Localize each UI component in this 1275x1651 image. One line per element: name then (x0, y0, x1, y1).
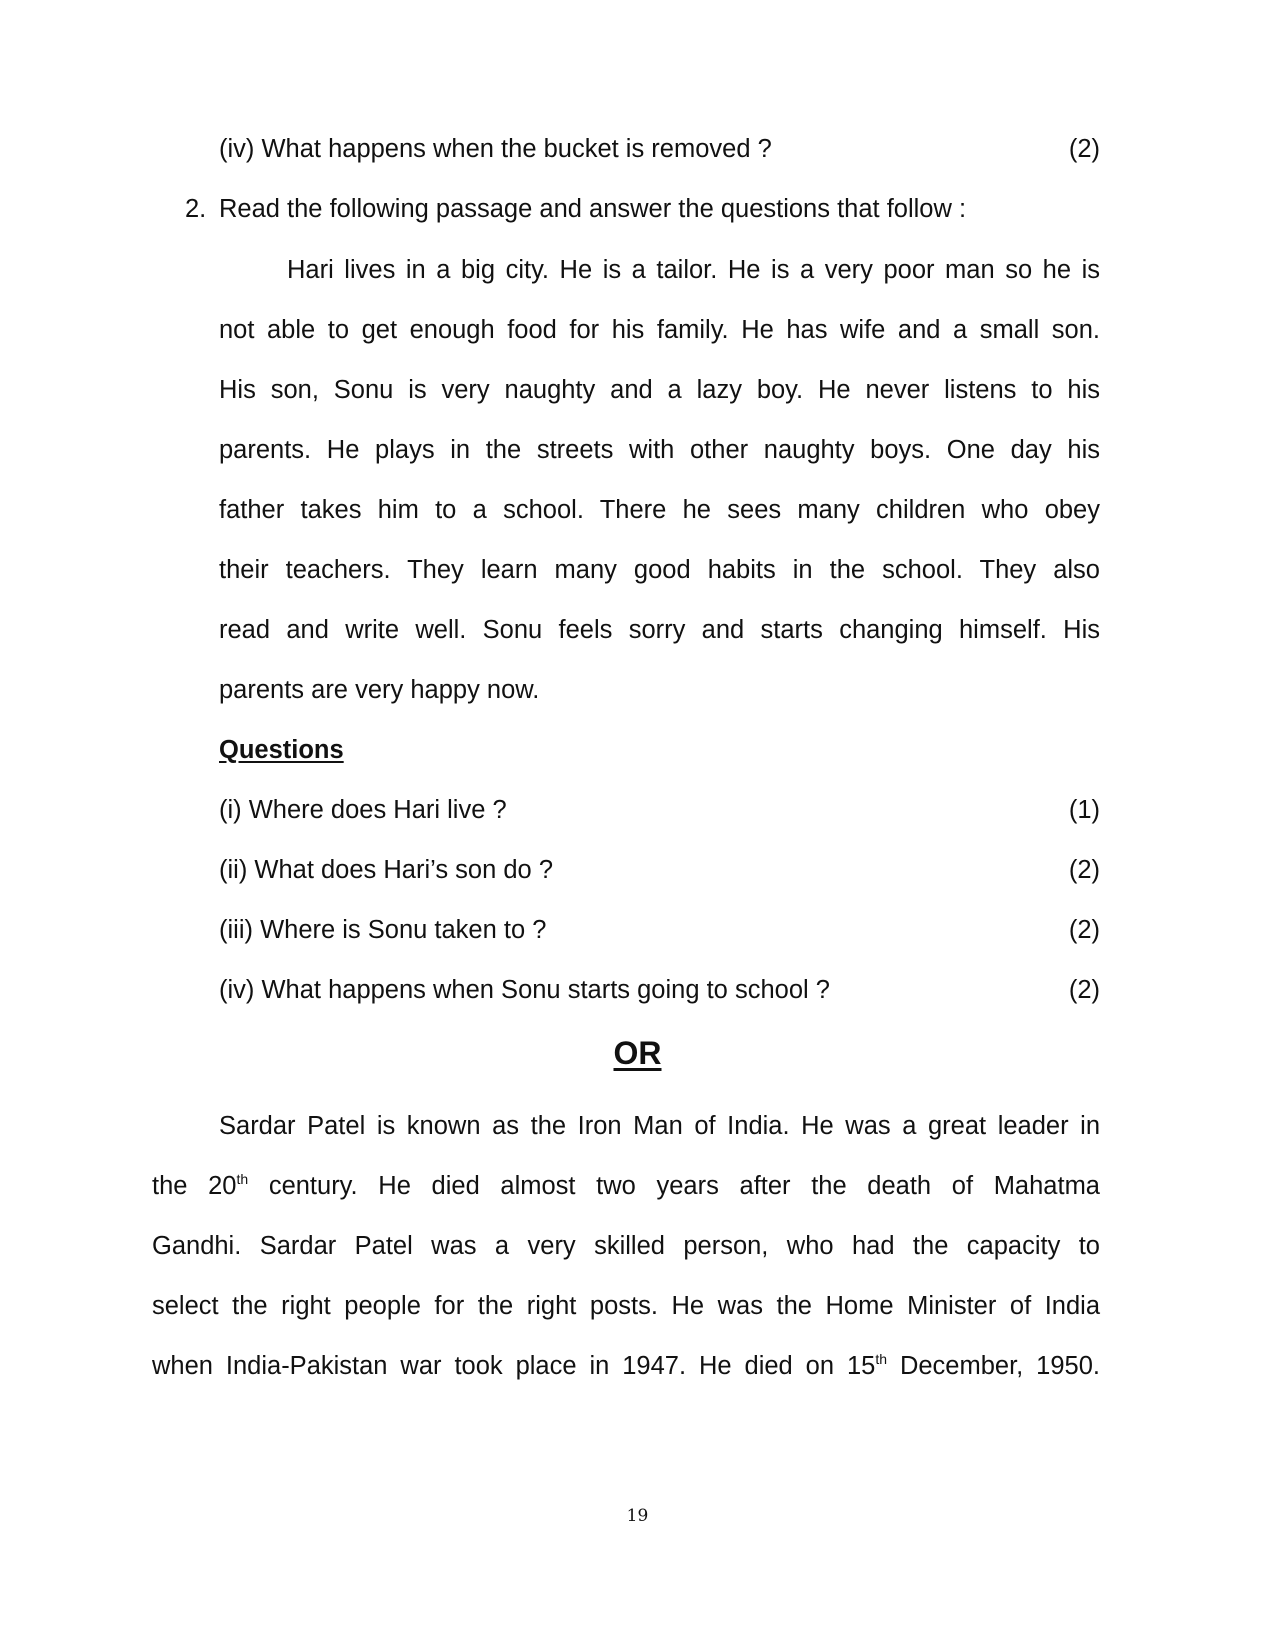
question-2-number: 2. (185, 195, 207, 223)
passage-line: Hari lives in a big city. He is a tailor. He is a very poor man so he is (287, 256, 1100, 284)
questions-heading: Questions (219, 736, 344, 764)
prev-question-iv: (iv) What happens when the bucket is removed ? (219, 135, 772, 163)
passage-line: their teachers. They learn many good habits in the school. They also (219, 556, 1100, 584)
question-item: (iii) Where is Sonu taken to ? (219, 916, 547, 944)
superscript: th (875, 1351, 888, 1367)
question-2-instruction: Read the following passage and answer the questions that follow : (219, 195, 967, 223)
alt-passage-line: select the right people for the right posts. He was the Home Minister of India (152, 1292, 1100, 1320)
alt-passage-text: when India-Pakistan war took place in 1947. He died on 15 (152, 1352, 876, 1380)
passage-line: not able to get enough food for his family. He has wife and a small son. (219, 316, 1100, 344)
or-heading: OR (613, 1035, 662, 1071)
question-item: (i) Where does Hari live ? (219, 796, 507, 824)
prev-question-iv-marks: (2) (1068, 135, 1100, 163)
alt-passage-line (152, 1351, 1100, 1381)
alt-passage-text: the 20 (152, 1172, 237, 1200)
superscript: th (236, 1171, 249, 1187)
alt-passage-text: century. He died almost two years after the death of Mahatma (248, 1172, 1100, 1200)
passage-line: parents. He plays in the streets with other naughty boys. One day his (219, 436, 1100, 464)
question-item: (iv) What happens when Sonu starts going to school ? (219, 976, 830, 1004)
alt-passage-line (152, 1171, 1100, 1201)
page-number: 19 (626, 1506, 649, 1526)
passage-line: His son, Sonu is very naughty and a lazy boy. He never listens to his (219, 376, 1100, 404)
question-marks: (2) (1068, 856, 1100, 884)
alt-passage-line: Sardar Patel is known as the Iron Man of India. He was a great leader in (219, 1112, 1100, 1140)
question-marks: (2) (1068, 976, 1100, 1004)
passage-line: parents are very happy now. (219, 676, 540, 704)
question-item: (ii) What does Hari’s son do ? (219, 856, 554, 884)
alt-passage-text: December, 1950. (887, 1352, 1100, 1380)
question-marks: (1) (1068, 796, 1100, 824)
passage-line: father takes him to a school. There he sees many children who obey (219, 496, 1100, 524)
question-marks: (2) (1068, 916, 1100, 944)
passage-line: read and write well. Sonu feels sorry and starts changing himself. His (219, 616, 1100, 644)
alt-passage-line: Gandhi. Sardar Patel was a very skilled person, who had the capacity to (152, 1232, 1100, 1260)
